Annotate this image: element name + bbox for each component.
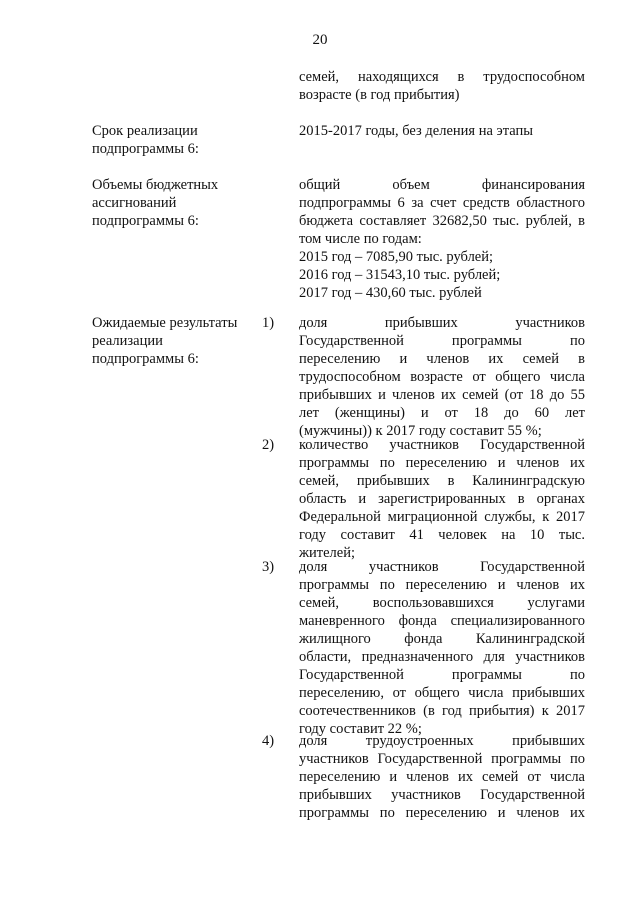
text-line: трудоспособном возрасте от общего числа	[299, 369, 585, 385]
text-line: соотечественников (в год прибытия) к 2017	[299, 703, 585, 719]
label-line: подпрограммы 6:	[92, 351, 199, 367]
text-line: переселению, от общего числа прибывших	[299, 685, 585, 701]
text-line: прибывших и членов их семей (от 18 до 55	[299, 387, 585, 403]
text-line: жителей;	[299, 545, 356, 561]
result-item-text	[299, 732, 585, 822]
text-line: жилищного фонда Калининградской	[299, 631, 585, 647]
text-line: программы по переселению и членов их	[299, 455, 585, 471]
text-line: том числе по годам:	[299, 231, 422, 247]
label-line: ассигнований	[92, 195, 177, 211]
text-line: количество участников Государственной	[299, 437, 585, 453]
text-line: лет (женщины) и от 18 до 60 лет	[299, 405, 585, 421]
text-line: область и зарегистрированных в органах	[299, 491, 585, 507]
text-line: Государственной программы по	[299, 667, 585, 683]
text-line: участников Государственной программы по	[299, 751, 585, 767]
text-line: году составит 41 человек на 10 тыс.	[299, 527, 585, 543]
text-line: Федеральной миграционной службы, к 2017	[299, 509, 585, 525]
text-line: подпрограммы 6 за счет средств областного	[299, 195, 585, 211]
text-line: Государственной программы по	[299, 333, 585, 349]
period-value	[299, 122, 585, 140]
funding-value	[299, 176, 585, 302]
text-line: году составит 22 %;	[299, 721, 422, 737]
text-line: переселению и членов их семей в	[299, 351, 585, 367]
text-line: 2016 год – 31543,10 тыс. рублей;	[299, 267, 501, 283]
result-item-text	[299, 558, 585, 738]
text-line: возрасте (в год прибытия)	[299, 87, 460, 103]
text-line: (мужчины)) к 2017 году составит 55 %;	[299, 423, 542, 439]
label-line: Объемы бюджетных	[92, 177, 219, 193]
continuation-text	[299, 68, 585, 104]
text-line: бюджета составляет 32682,50 тыс. рублей, в	[299, 213, 585, 229]
result-item-number: 2)	[262, 437, 275, 453]
text-line: семей, воспользовавшихся услугами	[299, 595, 585, 611]
text-line: области, предназначенного для участников	[299, 649, 585, 665]
text-line: переселению и членов их семей от числа	[299, 769, 585, 785]
text-line: общий объем финансирования	[299, 177, 585, 193]
text-line: 2015-2017 годы, без деления на этапы	[299, 123, 533, 139]
text-line: 2015 год – 7085,90 тыс. рублей;	[299, 249, 494, 265]
label-line: Срок реализации	[92, 123, 198, 139]
text-line: программы по переселению и членов их	[299, 805, 585, 821]
text-line: доля трудоустроенных прибывших	[299, 733, 585, 749]
text-line: 2017 год – 430,60 тыс. рублей	[299, 285, 482, 301]
results-label	[92, 314, 252, 368]
label-line: подпрограммы 6:	[92, 141, 199, 157]
funding-label	[92, 176, 252, 230]
text-line: семей, находящихся в трудоспособном	[299, 69, 585, 85]
result-item-number: 4)	[262, 733, 275, 749]
text-line: доля участников Государственной	[299, 559, 585, 575]
period-label	[92, 122, 252, 158]
text-line: доля прибывших участников	[299, 315, 585, 331]
text-line: маневренного фонда специализированного	[299, 613, 585, 629]
result-item-text	[299, 436, 585, 562]
result-item-text	[299, 314, 585, 440]
result-item-number: 1)	[262, 315, 275, 331]
page-number: 20	[312, 32, 328, 48]
text-line: программы по переселению и членов их	[299, 577, 585, 593]
text-line: прибывших участников Государственной	[299, 787, 585, 803]
label-line: Ожидаемые результаты	[92, 315, 238, 331]
label-line: подпрограммы 6:	[92, 213, 199, 229]
result-item-number: 3)	[262, 559, 275, 575]
label-line: реализации	[92, 333, 163, 349]
text-line: семей, прибывших в Калининградскую	[299, 473, 585, 489]
